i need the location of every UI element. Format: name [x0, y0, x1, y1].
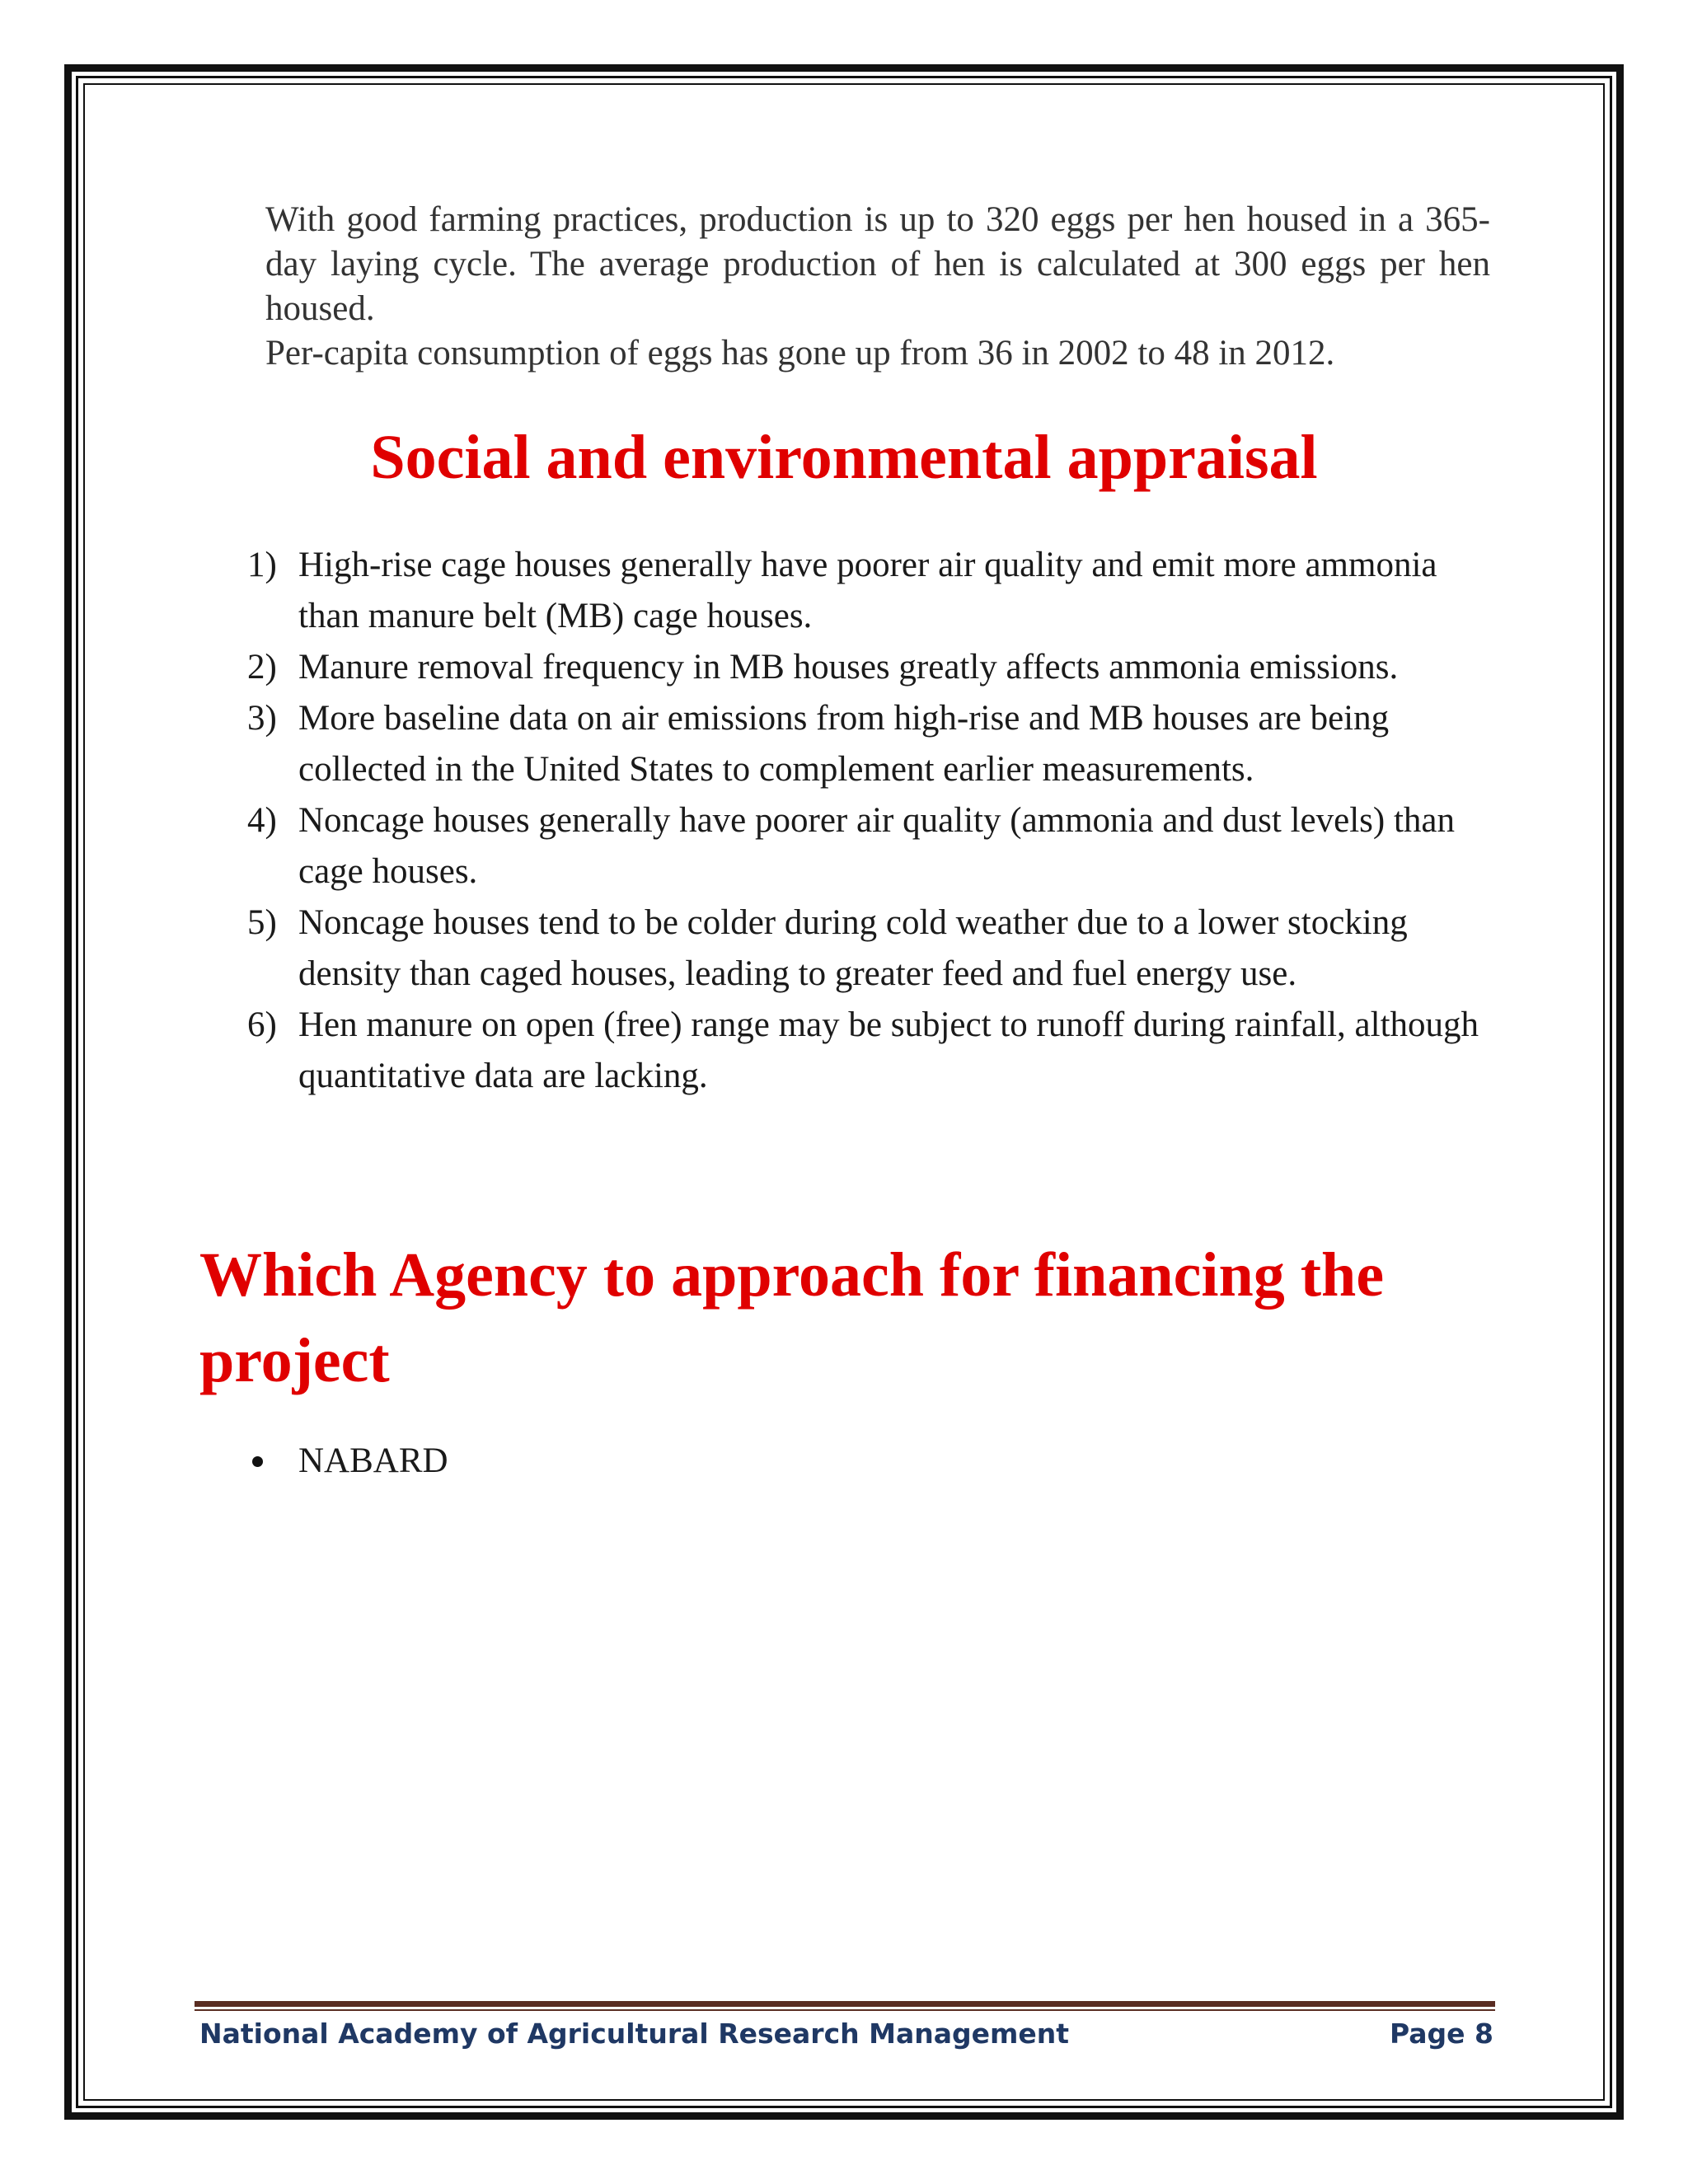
social-appraisal-heading: Social and environmental appraisal	[370, 423, 1318, 492]
list-item-text: High-rise cage houses generally have poorer air quality and emit more ammonia than manure belt (MB) cage houses.	[298, 546, 1437, 635]
list-item	[247, 540, 1500, 642]
list-item-text: Manure removal frequency in MB houses greatly affects ammonia emissions.	[298, 648, 1399, 687]
social-appraisal-list	[247, 540, 1500, 1102]
footer-organization: National Academy of Agricultural Research Management	[199, 2018, 1070, 2050]
list-item-number: 6)	[247, 1005, 277, 1044]
list-item	[247, 898, 1500, 1000]
list-item-text: Hen manure on open (free) range may be subject to runoff during rainfall, although quantitative data are lacking.	[298, 1005, 1479, 1095]
intro-paragraph-2: Per-capita consumption of eggs has gone up from 36 in 2002 to 48 in 2012.	[265, 334, 1335, 373]
financing-agency-list	[247, 1436, 1401, 1487]
intro-text	[265, 198, 1490, 376]
list-item	[247, 795, 1500, 898]
footer-rule-thin	[195, 2009, 1495, 2011]
list-item	[247, 1436, 1401, 1487]
footer-page-number: Page 8	[1389, 2018, 1493, 2050]
list-item-number: 2)	[247, 648, 277, 687]
intro-paragraph-1: With good farming practices, production is up to 320 eggs per hen housed in a 365-day laying cycle. The average production of hen is calculated at 300 eggs per hen housed.	[265, 200, 1490, 328]
list-item	[247, 693, 1500, 795]
bullet-icon	[252, 1456, 263, 1467]
list-item-number: 3)	[247, 699, 277, 738]
list-item	[247, 1000, 1500, 1102]
list-item-text: Noncage houses generally have poorer air quality (ammonia and dust levels) than cage houses.	[298, 801, 1456, 891]
list-item-number: 1)	[247, 546, 277, 584]
list-item	[247, 642, 1500, 693]
list-item-text: More baseline data on air emissions from high-rise and MB houses are being collected in the United States to complement earlier measurements.	[298, 699, 1390, 789]
list-item-text: Noncage houses tend to be colder during cold weather due to a lower stocking density than caged houses, leading to greater feed and fuel energy use.	[298, 903, 1408, 993]
list-item-number: 5)	[247, 903, 277, 942]
agency-name: NABARD	[298, 1441, 448, 1480]
financing-heading: Which Agency to approach for financing the project	[199, 1240, 1385, 1395]
list-item-number: 4)	[247, 801, 277, 840]
footer-rule	[195, 2001, 1495, 2007]
